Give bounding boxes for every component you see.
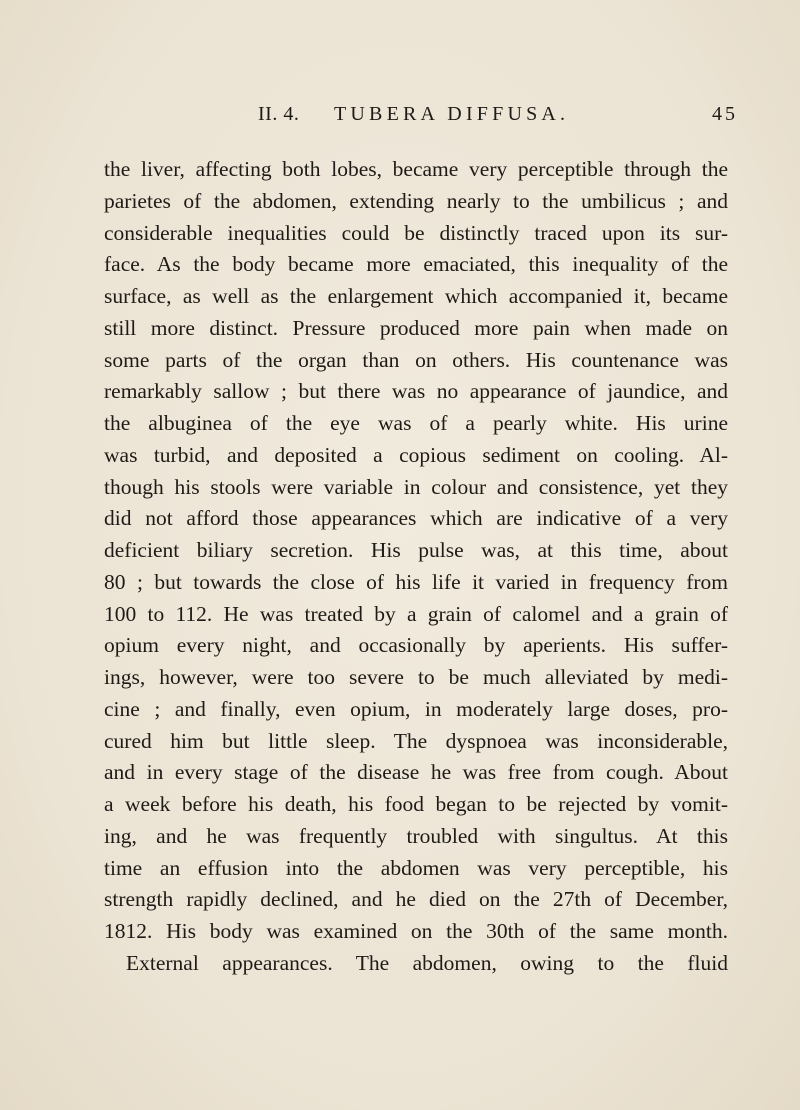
text-line: though his stools were variable in colour and consistence, yet they <box>104 474 728 499</box>
text-line: External appearances. The abdomen, owing to the fluid <box>126 950 728 975</box>
text-line: strength rapidly declined, and he died on the 27th of December, <box>104 887 728 912</box>
text-line: a week before his death, his food began to be rejected by vomit- <box>104 792 728 816</box>
text-line: remarkably sallow ; but there was no appearance of jaundice, and <box>104 379 728 404</box>
text-line: the liver, affecting both lobes, became very perceptible through the <box>104 157 728 181</box>
text-line: parietes of the abdomen, extending nearly to the umbilicus ; and <box>104 188 728 213</box>
text-line: time an effusion into the abdomen was very perceptible, his <box>104 855 728 880</box>
text-line: cine ; and finally, even opium, in moderately large doses, pro- <box>104 696 728 721</box>
body-text <box>104 154 728 980</box>
text-line: some parts of the organ than on others. His countenance was <box>104 347 728 372</box>
text-line: cured him but little sleep. The dyspnoea was inconsiderable, <box>104 728 728 753</box>
text-line: 100 to 112. He was treated by a grain of calomel and a grain of <box>104 601 728 626</box>
text-line: deficient biliary secretion. His pulse was, at this time, about <box>104 538 728 562</box>
text-line: did not afford those appearances which are indicative of a very <box>104 506 728 531</box>
text-line: still more distinct. Pressure produced more pain when made on <box>104 315 728 340</box>
running-title: TUBERA DIFFUSA. <box>334 103 570 125</box>
text-line: 80 ; but towards the close of his life it varied in frequency from <box>104 569 728 594</box>
text-line: surface, as well as the enlargement which accompanied it, became <box>104 284 728 308</box>
section-number: II. 4. <box>258 103 300 125</box>
text-line: ings, however, were too severe to be much alleviated by medi- <box>104 665 728 689</box>
text-line: was turbid, and deposited a copious sediment on cooling. Al- <box>104 442 728 467</box>
page-number: 45 <box>712 103 738 125</box>
text-line: 1812. His body was examined on the 30th of the same month. <box>104 919 728 943</box>
text-line: opium every night, and occasionally by aperients. His suffer- <box>104 633 728 658</box>
text-line: considerable inequalities could be distinctly traced upon its sur- <box>104 220 728 245</box>
text-line: the albuginea of the eye was of a pearly white. His urine <box>104 411 728 435</box>
text-line: face. As the body became more emaciated, this inequality of the <box>104 252 728 277</box>
text-line: and in every stage of the disease he was free from cough. About <box>104 760 728 785</box>
text-line: ing, and he was frequently troubled with singultus. At this <box>104 823 728 848</box>
running-head <box>258 103 738 133</box>
